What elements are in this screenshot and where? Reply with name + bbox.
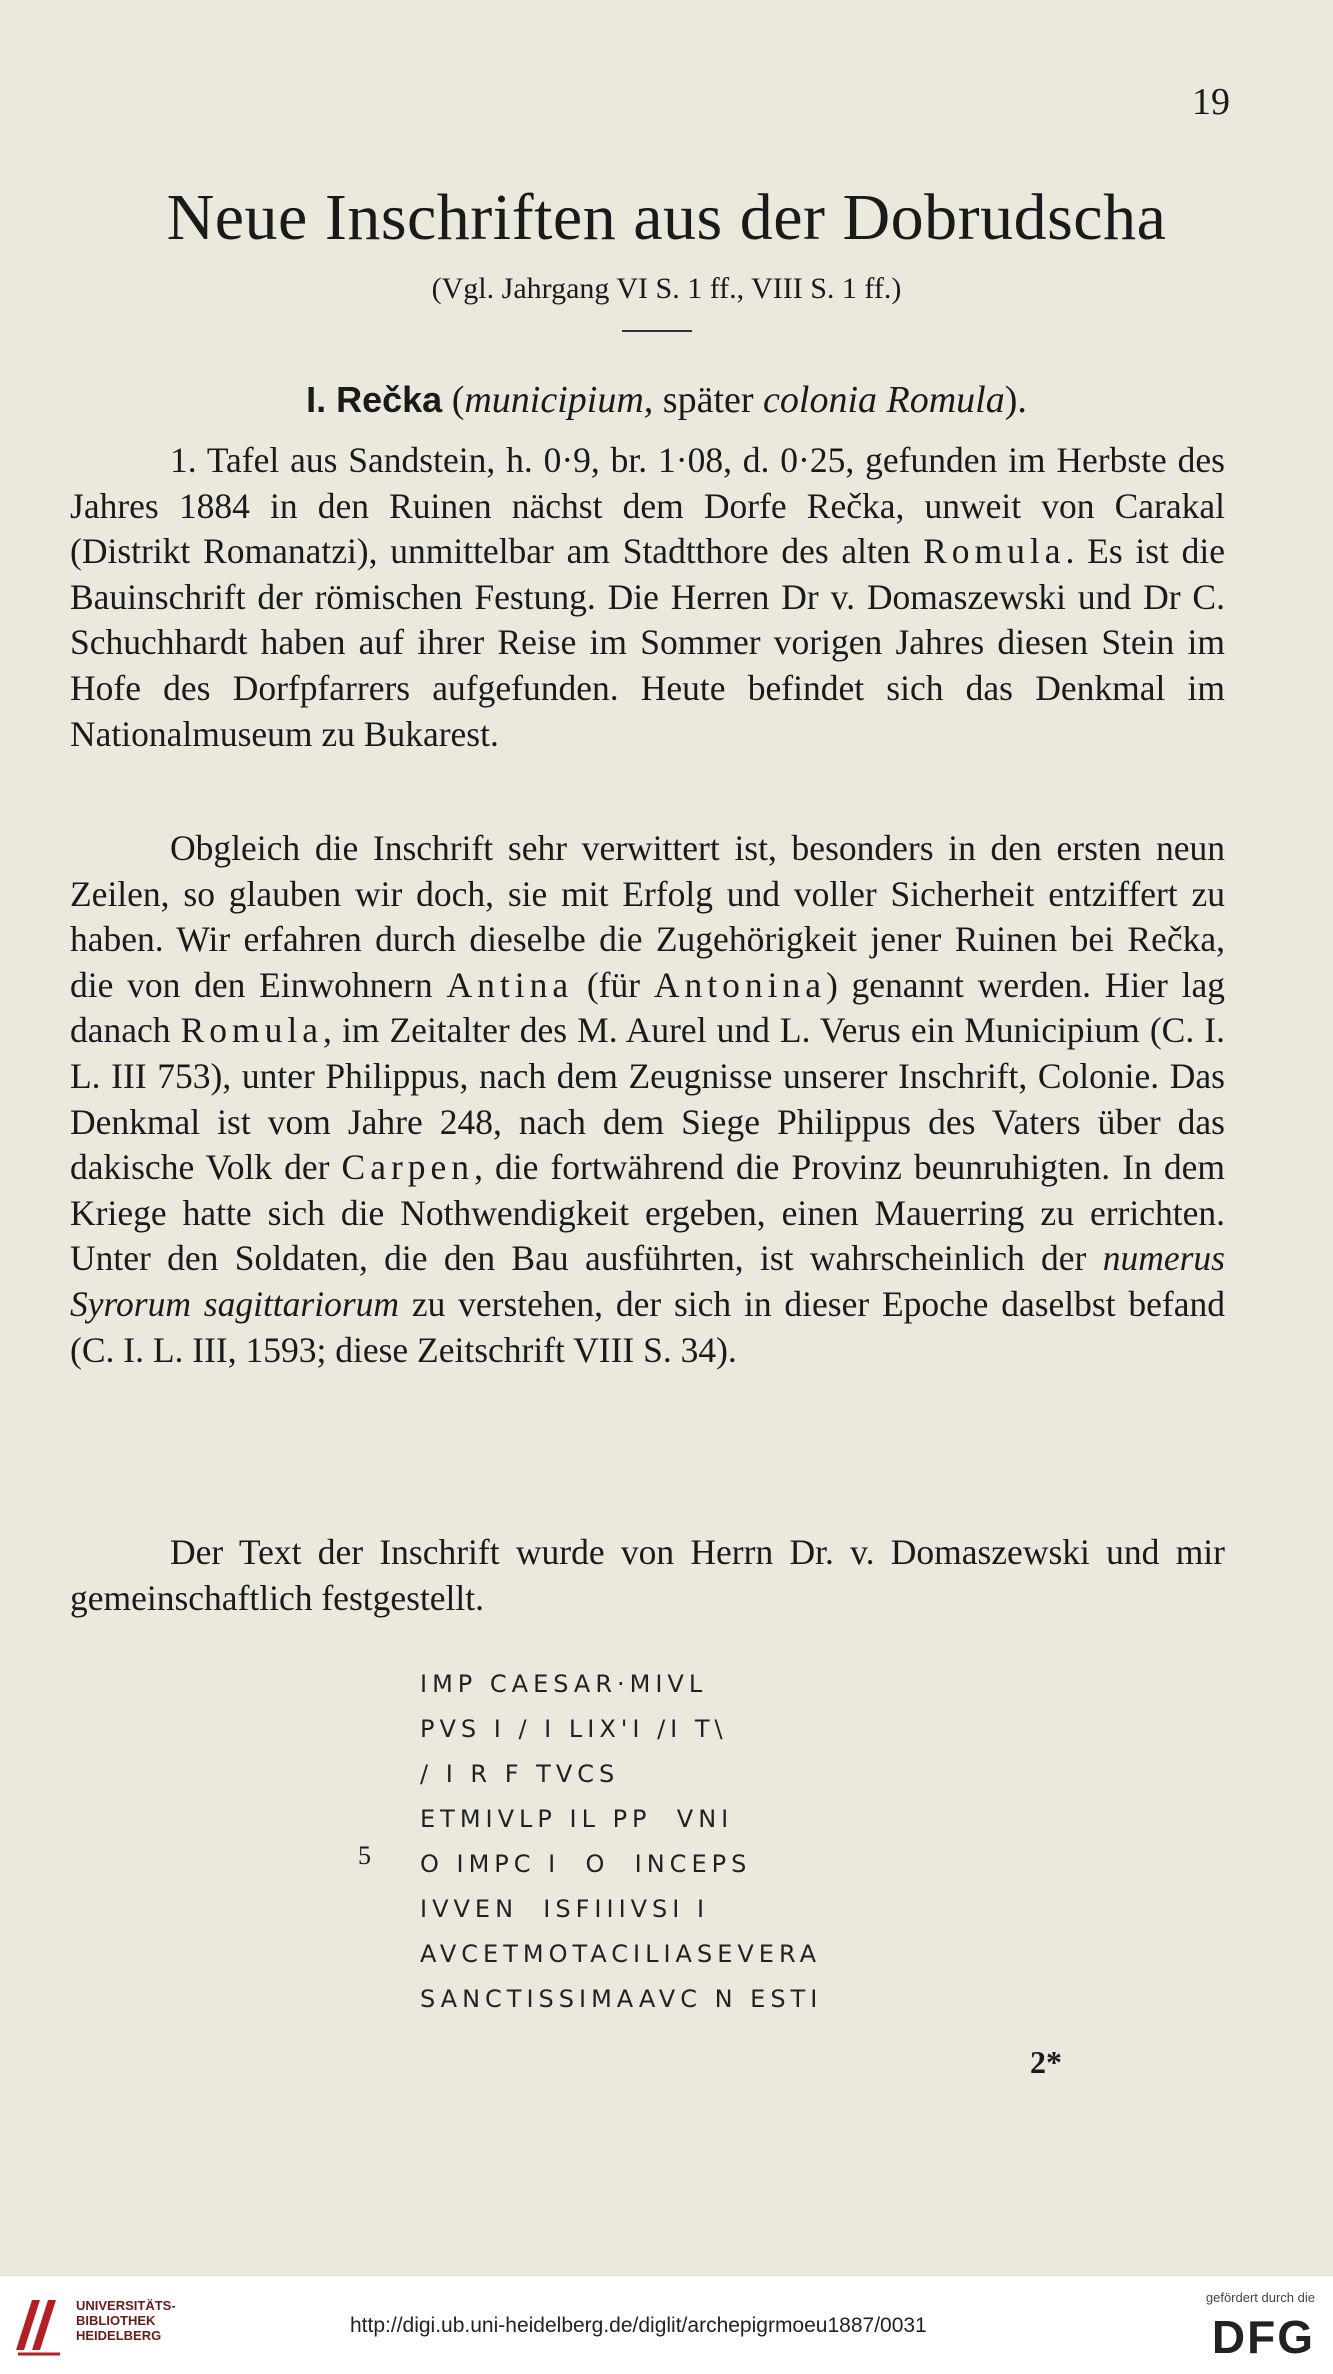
p2-italic-numerus: numerus Syrorum sagittariorum xyxy=(70,1238,1225,1324)
library-line-2: BIBLIOTHEK xyxy=(76,2313,156,2328)
paragraph-3: Der Text der Inschrift wurde von Herrn Dr. v. Domaszewski und mir gemeinschaftlich festgestellt. xyxy=(70,1532,1225,1618)
article-subtitle: (Vgl. Jahrgang VI S. 1 ff., VIII S. 1 ff.) xyxy=(431,272,902,305)
document-url-link[interactable]: http://digi.ub.uni-heidelberg.de/diglit/archepigrmoeu1887/0031 xyxy=(350,2314,927,2337)
signature-mark: 2* xyxy=(1030,2044,1062,2080)
p2-spaced-romula: Romula xyxy=(180,1010,324,1051)
university-library-logo-icon xyxy=(12,2290,66,2360)
library-name xyxy=(76,2298,176,2343)
viewer-footer xyxy=(0,2275,1333,2374)
section-heading xyxy=(0,378,1333,422)
section-close: ). xyxy=(1004,379,1027,421)
article-title: Neue Inschriften aus der Dobrudscha xyxy=(166,181,1167,254)
library-line-3: HEIDELBERG xyxy=(76,2328,162,2343)
p2-spaced-antonina: Antonina xyxy=(653,964,826,1005)
inscription-line-number: 5 xyxy=(358,1841,371,1870)
p1-spaced-romula: Romula xyxy=(923,531,1066,572)
p2-text-a: Obgleich die Inschrift sehr verwittert ist, besonders in den ersten neun Zeilen, so glauben wir doch, sie mit Erfolg und voller Sicherheit entziffert zu haben. Wir erfahren durch dieselbe die Zugehörigkeit jener Ruinen bei Rečka, die von den Einwohnern xyxy=(70,828,1225,1005)
p1-text-a: 1. Tafel aus Sandstein, h. 0·9, br. 1·08, d. 0·25, gefunden im Herbste des Jahres 1884 in den Ruinen nächst dem Dorfe Rečka, unweit von Carakal (Distrikt Romanatzi), unmittelbar am Stadtthore des alten xyxy=(70,440,1225,572)
paragraph-2 xyxy=(70,826,1225,1373)
p2-text-c: ) genannt werden. Hier lag danach xyxy=(70,964,1226,1051)
inscription-line: ETMIVLP IL PP VNI xyxy=(420,1805,734,1833)
section-italic-colonia: colonia Romula xyxy=(763,379,1005,421)
library-line-1: UNIVERSITÄTS- xyxy=(76,2298,176,2313)
inscription-line: IMP CAESAR·MIVL xyxy=(420,1670,708,1698)
inscription-block xyxy=(420,1662,822,2022)
section-italic-municipium: municipium, xyxy=(464,379,654,421)
p1-text-b: . Es ist die Bauinschrift der römischen Festung. Die Herren Dr v. Domaszewski und Dr C. Schuchhardt haben auf ihrer Reise im Sommer vorigen Jahres diesen Stein im Hofe des Dorfpfarrers aufgefunden. Heute befindet sich das Denkmal im Nationalmuseum zu Bukarest. xyxy=(70,531,1225,754)
dfg-caption: gefördert durch die xyxy=(1205,2290,1315,2305)
section-open-paren: ( xyxy=(442,379,465,421)
p2-text-f: zu verstehen, der sich in dieser Epoche daselbst befand (C. I. L. III, 1593; diese Zeitschrift VIII S. 34). xyxy=(70,1283,1225,1370)
p2-text-e: , die fortwährend die Provinz beunruhigten. In dem Kriege hatte sich die Nothwendigkeit ergeben, einen Mauerring zu errichten. Unter den Soldaten, die den Bau ausführten, ist wahrscheinlich der xyxy=(70,1147,1226,1279)
p2-spaced-carpen: Carpen xyxy=(341,1147,475,1188)
inscription-line: / I R F TVCS xyxy=(420,1760,620,1788)
page-number: 19 xyxy=(1192,81,1230,123)
inscription-line: O IMPC I O INCEPS xyxy=(420,1850,752,1878)
section-middle: später xyxy=(653,379,764,421)
p2-spaced-antina: Antina xyxy=(446,964,574,1005)
dfg-logo-icon: DFG xyxy=(1211,2311,1315,2363)
paragraph-1 xyxy=(70,438,1225,757)
inscription-line: SANCTISSIMAAVC N ESTI xyxy=(420,1985,823,2013)
inscription-line: AVCETMOTACILIASEVERA xyxy=(420,1940,822,1968)
p2-text-d: , im Zeitalter des M. Aurel und L. Verus ein Municipium (C. I. L. III 753), unter Philippus, nach dem Zeugnisse unserer Inschrift, Colonie. Das Denkmal ist vom Jahre 248, nach dem Siege Philippus des Vaters über das dakische Volk der xyxy=(70,1010,1225,1188)
section-number: I. Rečka xyxy=(306,379,443,420)
p2-text-b: (für xyxy=(573,964,654,1005)
inscription-line: PVS I / I LIX'I /I T\ xyxy=(420,1715,728,1743)
title-divider xyxy=(622,330,692,332)
inscription-line: IVVEN ISFIIIVSI I xyxy=(420,1895,710,1923)
